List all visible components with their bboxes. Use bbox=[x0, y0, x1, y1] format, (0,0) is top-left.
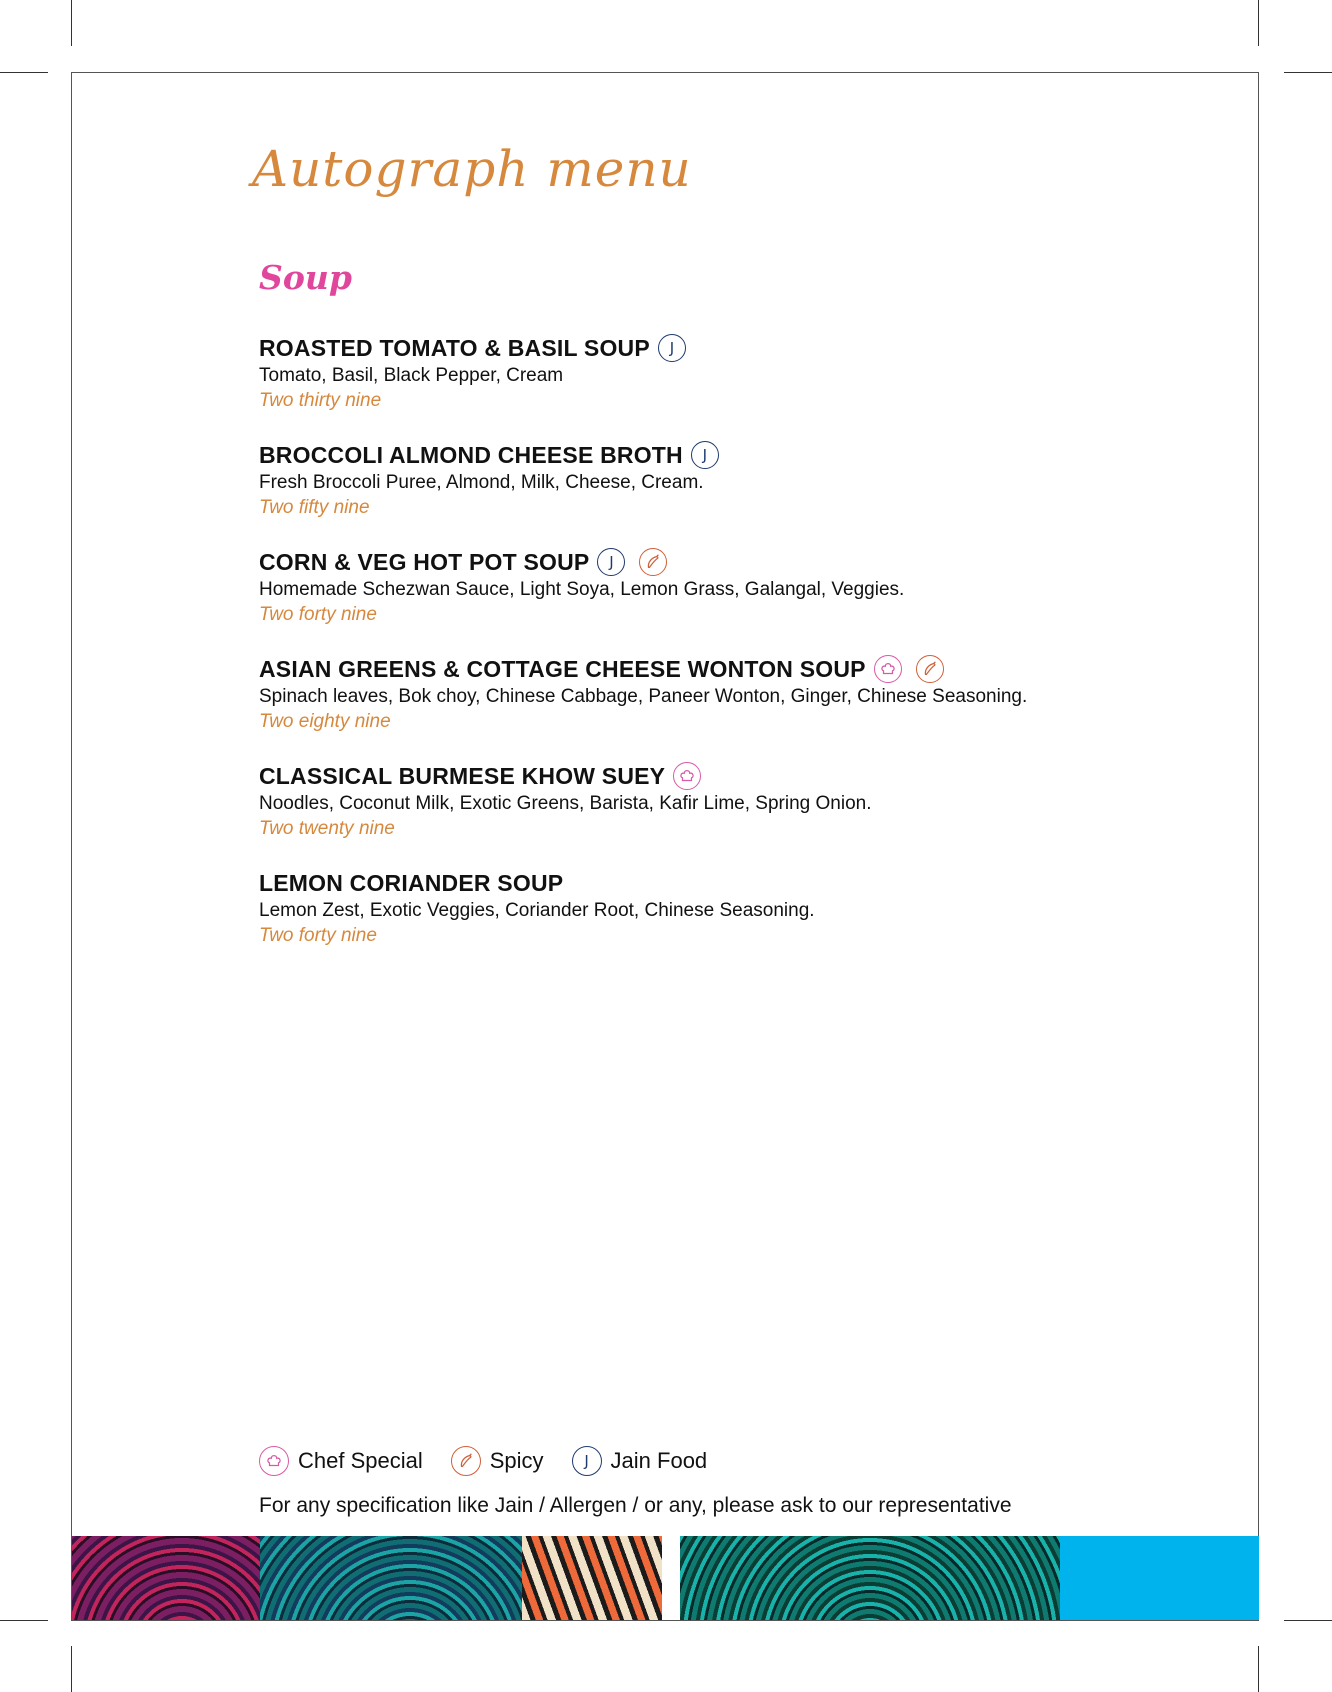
decorative-pattern-strip bbox=[72, 1536, 1259, 1620]
item-name: CLASSICAL BURMESE KHOW SUEY bbox=[259, 762, 666, 789]
legend-chef-special bbox=[259, 1446, 423, 1476]
chili-pepper-icon bbox=[916, 655, 944, 683]
jain-food-icon: J bbox=[658, 334, 686, 362]
crop-mark bbox=[0, 72, 48, 73]
crop-mark bbox=[1258, 0, 1259, 46]
item-price: Two eighty nine bbox=[259, 711, 391, 732]
item-price: Two fifty nine bbox=[259, 497, 370, 518]
item-description: Spinach leaves, Bok choy, Chinese Cabbage, Paneer Wonton, Ginger, Chinese Seasoning. bbox=[259, 686, 1028, 707]
strip-blue-block bbox=[1060, 1536, 1259, 1620]
chef-hat-icon bbox=[673, 762, 701, 790]
menu-item bbox=[259, 760, 1159, 867]
crop-mark bbox=[1284, 1620, 1332, 1621]
item-description: Lemon Zest, Exotic Veggies, Coriander Root, Chinese Seasoning. bbox=[259, 900, 815, 921]
legend-label: Chef Special bbox=[298, 1448, 423, 1473]
mandala-pattern-orange bbox=[522, 1536, 662, 1620]
item-price: Two forty nine bbox=[259, 604, 377, 625]
legend-label: Spicy bbox=[489, 1448, 544, 1473]
crop-mark bbox=[0, 1620, 48, 1621]
legend-spicy bbox=[451, 1446, 544, 1476]
crop-mark bbox=[71, 0, 72, 46]
mandala-pattern-green bbox=[680, 1536, 1060, 1620]
menu-item bbox=[259, 332, 1159, 439]
strip-gap bbox=[662, 1536, 680, 1620]
menu-item bbox=[259, 653, 1159, 760]
item-description: Fresh Broccoli Puree, Almond, Milk, Cheese, Cream. bbox=[259, 472, 704, 493]
chef-hat-icon bbox=[874, 655, 902, 683]
chili-pepper-icon bbox=[639, 548, 667, 576]
item-name: ASIAN GREENS & COTTAGE CHEESE WONTON SOUP bbox=[259, 655, 866, 682]
jain-food-icon: J bbox=[597, 548, 625, 576]
mandala-pattern-purple bbox=[72, 1536, 260, 1620]
menu-script-title: Autograph menu bbox=[252, 140, 692, 198]
legend bbox=[259, 1446, 735, 1476]
item-name: LEMON CORIANDER SOUP bbox=[259, 869, 564, 896]
chef-hat-icon bbox=[259, 1446, 289, 1476]
mandala-pattern-teal bbox=[260, 1536, 522, 1620]
crop-mark bbox=[1284, 72, 1332, 73]
item-name: CORN & VEG HOT POT SOUP bbox=[259, 548, 590, 575]
item-name: ROASTED TOMATO & BASIL SOUP bbox=[259, 334, 650, 361]
item-description: Homemade Schezwan Sauce, Light Soya, Lemon Grass, Galangal, Veggies. bbox=[259, 579, 905, 600]
jain-food-icon: J bbox=[572, 1446, 602, 1476]
menu-item bbox=[259, 867, 1159, 974]
jain-food-icon: J bbox=[691, 441, 719, 469]
legend-label: Jain Food bbox=[610, 1448, 708, 1473]
item-price: Two forty nine bbox=[259, 925, 377, 946]
menu-item bbox=[259, 439, 1159, 546]
menu-item-list bbox=[259, 332, 1159, 974]
crop-mark bbox=[71, 1646, 72, 1692]
item-price: Two twenty nine bbox=[259, 818, 395, 839]
item-name: BROCCOLI ALMOND CHEESE BROTH bbox=[259, 441, 683, 468]
legend-jain-food bbox=[572, 1446, 708, 1476]
footer-note: For any specification like Jain / Allergen / or any, please ask to our representative bbox=[259, 1494, 1012, 1517]
section-title: Soup bbox=[259, 258, 352, 297]
menu-item bbox=[259, 546, 1159, 653]
item-description: Tomato, Basil, Black Pepper, Cream bbox=[259, 365, 564, 386]
item-description: Noodles, Coconut Milk, Exotic Greens, Barista, Kafir Lime, Spring Onion. bbox=[259, 793, 872, 814]
crop-mark bbox=[1258, 1646, 1259, 1692]
item-price: Two thirty nine bbox=[259, 390, 382, 411]
chili-pepper-icon bbox=[451, 1446, 481, 1476]
